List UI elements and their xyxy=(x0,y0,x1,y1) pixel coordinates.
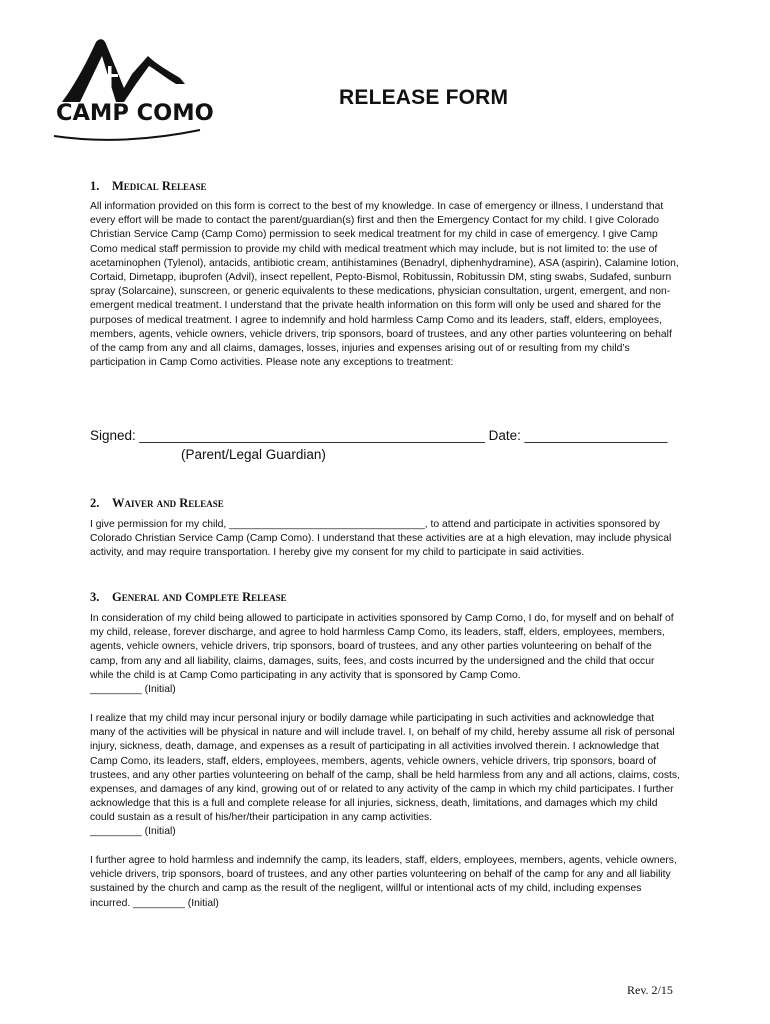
section-number: 3. xyxy=(90,590,100,604)
initial-line-3: _________ (Initial) xyxy=(133,897,219,909)
signature-line: Signed: ______________________________________________ Date: ___________________ xyxy=(90,428,668,443)
section-heading-general-release xyxy=(90,590,287,605)
section-heading-medical-release xyxy=(90,179,206,194)
section-number: 1. xyxy=(90,179,100,193)
section-number: 2. xyxy=(90,496,100,510)
waiver-paragraph: I give permission for my child, __________________________________, to attend and participate in activities sponsored by Colorado Christian Service Camp (Camp Como). I understand that these activities are at a high elevation, may include physical activity, and may require transportation. I hereby give my consent for my child to participate in said activities. xyxy=(90,519,672,559)
revision-label: Rev. 2/15 xyxy=(627,983,673,997)
camp-como-logo xyxy=(52,36,212,146)
section-title: Medical Release xyxy=(112,179,207,193)
section-title: Waiver and Release xyxy=(112,496,224,510)
logo-swoosh-icon xyxy=(52,126,212,146)
signature-caption: (Parent/Legal Guardian) xyxy=(181,447,326,462)
logo-wordmark: CAMP COMO xyxy=(56,100,214,126)
section-heading-waiver xyxy=(90,496,224,511)
general-release-paragraph-2: I realize that my child may incur personal injury or bodily damage while participating in such activities and acknowledge that many of the activities will be physical in nature and will include travel. I, on behalf of my child, hereby assume all risk of personal injury, sickness, death, damage, and expenses as a result of participating in all activities involved therein. I acknowledge that Camp Como, its leaders, staff, elders, employees, members, agents, vehicle owners, vehicle drivers, trip sponsors, board of trustees, and any other parties volunteering on behalf of the camp, shall be held harmless from any and all actions, claims, costs, expenses, and damages of any kind, growing out of or related to any activity of the camp in which my child participates. I further acknowledge that this is a full and complete release for all injuries, sickness, death, limitations, and damages which my child could sustain as a result of his/her/their participation in any camp activities. xyxy=(90,713,680,824)
general-release-paragraph-3 xyxy=(90,854,680,911)
page-title: RELEASE FORM xyxy=(339,86,509,109)
general-release-paragraph-1: In consideration of my child being allowed to participate in activities sponsored by Camp Como, I do, for myself and on behalf of my child, release, forever discharge, and agree to hold harmless Camp Como, its leaders, staff, elders, employees, members, agents, vehicle owners, vehicle drivers, trip sponsors, board of trustees, and any other parties volunteering on behalf of the camp, from any and all liability, claims, damages, suits, fees, and costs incurred by the undersigned and the child that occur while the child is at Camp Como participating in any activity that is sponsored by Camp Como. xyxy=(90,613,674,681)
section-title: General and Complete Release xyxy=(112,590,287,604)
initial-line-1: _________ (Initial) xyxy=(90,684,176,695)
paragraph-text: I further agree to hold harmless and indemnify the camp, its leaders, staff, elders, employees, members, agents, vehicle owners, vehicle drivers, trip sponsors, board of trustees, and any other parties volunteering on behalf of the camp for any and all liability sustained by the church and camp as the result of the negligent, willful or intentional acts of my child, including expenses incurred. xyxy=(90,855,677,909)
initial-line-2: _________ (Initial) xyxy=(90,826,176,837)
medical-release-paragraph: All information provided on this form is correct to the best of my knowledge. In case of emergency or illness, I understand that every effort will be made to contact the parent/guardian(s) first and then the Emergency Contact for my child. I give Colorado Christian Service Camp (Camp Como) permission to seek medical treatment for my child in case of emergency. I give Camp Como medical staff permission to provide my child with medical treatment which may include, but is not limited to: the use of acetaminophen (Tylenol), antacids, antibiotic cream, antihistamines (Benadryl, diphenhydramine), ASA (aspirin), Calamine lotion, Cortaid, Dimetapp, ibuprofen (Advil), insect repellent, Pepto-Bismol, Robitussin, Robitussin DM, sting swabs, Sudafed, sunburn spray (Solarcaine), sunscreen, or generic equivalents to these medications, physician consultation, urgent, emergent, and non-emergent medical treatment. I understand that the private health information on this form will only be used and shared for the purposes of medical treatment. I agree to indemnify and hold harmless Camp Como and its leaders, staff, elders, employees, members, agents, vehicle owners, vehicle drivers, trip sponsors, board of trustees, and any other parties volunteering on behalf of the camp from any and all claims, damages, losses, injuries and expenses arising out of or resulting from my child’s participation in Camp Como activities. Please note any exceptions to treatment: xyxy=(90,201,679,369)
